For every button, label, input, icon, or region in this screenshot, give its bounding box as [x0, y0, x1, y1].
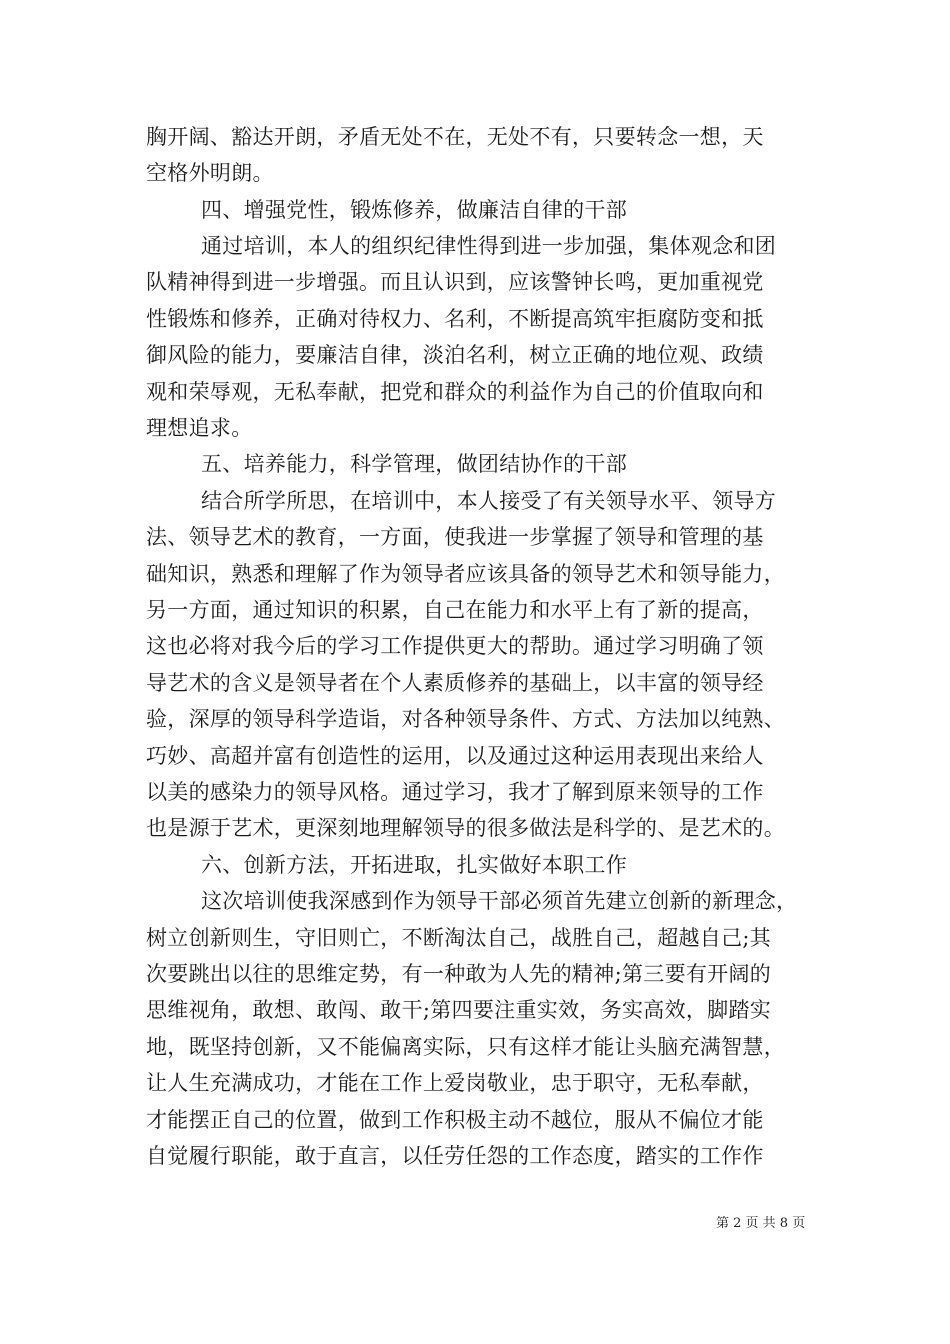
text-line: 导艺术的含义是领导者在个人素质修养的基础上，以丰富的领导经	[146, 671, 764, 695]
text-line: 让人生充满成功，才能在工作上爱岗敬业，忠于职守，无私奉献，	[146, 1071, 764, 1095]
text-line: 础知识，熟悉和理解了作为领导者应该具备的领导艺术和领导能力，	[146, 562, 785, 586]
text-line: 以美的感染力的领导风格。通过学习，我才了解到原来领导的工作	[146, 780, 764, 804]
text-line: 队精神得到进一步增强。而且认识到，应该警钟长鸣，更加重视党	[146, 270, 764, 294]
text-line: 自觉履行职能，敢于直言，以任劳任怨的工作态度，踏实的工作作	[146, 1144, 764, 1168]
section-heading: 五、培养能力，科学管理，做团结协作的干部	[201, 452, 627, 476]
text-line: 验，深厚的领导科学造诣，对各种领导条件、方式、方法加以纯熟、	[146, 707, 785, 731]
text-line: 御风险的能力，要廉洁自律，淡泊名利，树立正确的地位观、政绩	[146, 343, 764, 367]
page-number: 第 2 页 共 8 页	[716, 1216, 806, 1231]
section-heading: 四、增强党性，锻炼修养，做廉洁自律的干部	[201, 198, 627, 222]
text-line: 结合所学所思，在培训中，本人接受了有关领导水平、领导方	[201, 489, 777, 513]
text-line: 另一方面，通过知识的积累，自己在能力和水平上有了新的提高，	[146, 598, 764, 622]
text-line: 巧妙、高超并富有创造性的运用，以及通过这种运用表现出来给人	[146, 744, 764, 768]
text-line: 也是源于艺术，更深刻地理解领导的很多做法是科学的、是艺术的。	[146, 816, 785, 840]
text-line: 树立创新则生，守旧则亡，不断淘汰自己，战胜自己，超越自己;其	[146, 926, 772, 950]
text-line: 胸开阔、豁达开朗，矛盾无处不在，无处不有，只要转念一想，天	[146, 125, 764, 149]
text-line: 法、领导艺术的教育，一方面，使我进一步掌握了领导和管理的基	[146, 525, 764, 549]
section-heading: 六、创新方法，开拓进取，扎实做好本职工作	[201, 853, 627, 877]
text-line: 地，既坚持创新，又不能偏离实际，只有这样才能让头脑充满智慧，	[146, 1035, 785, 1059]
text-line: 理想追求。	[146, 416, 253, 440]
text-line: 空格外明朗。	[146, 161, 274, 185]
text-line: 通过培训，本人的组织纪律性得到进一步加强，集体观念和团	[201, 234, 777, 258]
text-line: 观和荣辱观，无私奉献，把党和群众的利益作为自己的价值取向和	[146, 380, 764, 404]
text-line: 才能摆正自己的位置，做到工作积极主动不越位，服从不偏位才能	[146, 1108, 764, 1132]
text-line: 次要跳出以往的思维定势，有一种敢为人先的精神;第三要有开阔的	[146, 962, 772, 986]
text-line: 这也必将对我今后的学习工作提供更大的帮助。通过学习明确了领	[146, 634, 764, 658]
text-line: 思维视角，敢想、敢闯、敢干;第四要注重实效，务实高效，脚踏实	[146, 998, 772, 1022]
text-line: 这次培训使我深感到作为领导干部必须首先建立创新的新理念，	[201, 889, 798, 913]
text-line: 性锻炼和修养，正确对待权力、名利，不断提高筑牢拒腐防变和抵	[146, 307, 764, 331]
